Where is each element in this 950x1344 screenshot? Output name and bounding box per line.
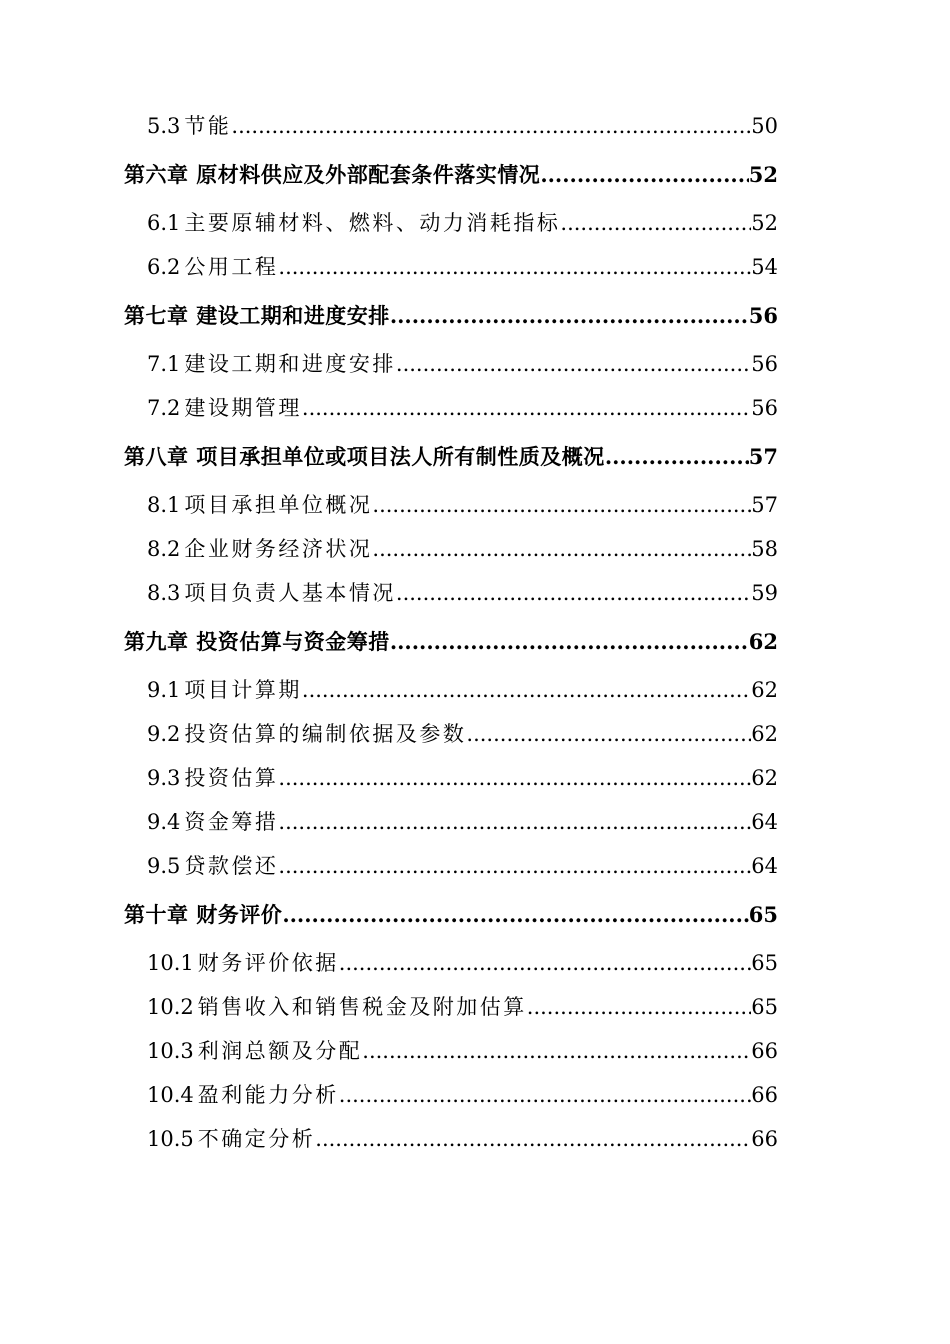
toc-entry-title: 6.2 公用工程 bbox=[147, 255, 279, 279]
toc-entry[interactable] bbox=[124, 756, 778, 800]
toc-dot-leader bbox=[339, 1073, 752, 1117]
toc-entry-title: 9.4 资金筹措 bbox=[147, 810, 279, 834]
toc-entry[interactable] bbox=[124, 527, 778, 571]
toc-entry-title: 10.4 盈利能力分析 bbox=[147, 1083, 339, 1107]
toc-dot-leader bbox=[278, 800, 751, 844]
toc-entry[interactable] bbox=[124, 245, 778, 289]
toc-page-number: 66 bbox=[751, 1039, 778, 1063]
toc-page-number: 56 bbox=[751, 396, 778, 420]
toc-entry-title: 10.1 财务评价依据 bbox=[147, 951, 339, 975]
toc-dot-leader bbox=[560, 201, 751, 245]
toc-entry-title: 8.3 项目负责人基本情况 bbox=[147, 581, 396, 605]
toc-chapter-title: 第七章 建设工期和进度安排 bbox=[124, 303, 390, 328]
toc-page-number: 65 bbox=[751, 995, 778, 1019]
toc-page-number: 62 bbox=[748, 629, 778, 654]
toc-chapter-title: 第九章 投资估算与资金筹措 bbox=[124, 629, 390, 654]
toc-entry[interactable] bbox=[124, 985, 778, 1029]
toc-dot-leader bbox=[396, 571, 751, 615]
toc-page-number: 62 bbox=[751, 766, 778, 790]
toc-entry-title: 5.3 节能 bbox=[147, 114, 232, 138]
toc-entry[interactable] bbox=[124, 483, 778, 527]
toc-chapter-title: 第十章 财务评价 bbox=[124, 902, 283, 927]
toc-dot-leader bbox=[372, 483, 751, 527]
toc-entry-title: 8.1 项目承担单位概况 bbox=[147, 493, 373, 517]
toc-entry[interactable] bbox=[124, 800, 778, 844]
toc-dot-leader bbox=[339, 941, 752, 985]
toc-entry-title: 9.3 投资估算 bbox=[147, 766, 279, 790]
toc-dot-leader bbox=[302, 386, 751, 430]
toc-entry-title: 9.5 贷款偿还 bbox=[147, 854, 279, 878]
toc-page-number: 62 bbox=[751, 678, 778, 702]
toc-page-number: 59 bbox=[751, 581, 778, 605]
toc-entry[interactable] bbox=[124, 571, 778, 615]
toc-entry[interactable] bbox=[124, 1117, 778, 1161]
toc-dot-leader bbox=[362, 1029, 751, 1073]
toc-page-number: 65 bbox=[751, 951, 778, 975]
toc-entry-title: 9.2 投资估算的编制依据及参数 bbox=[147, 722, 467, 746]
toc-entry[interactable] bbox=[124, 712, 778, 756]
toc-entry[interactable] bbox=[124, 104, 778, 148]
toc-page-number: 56 bbox=[748, 303, 778, 328]
toc-entry-title: 9.1 项目计算期 bbox=[147, 678, 302, 702]
toc-dot-leader bbox=[302, 668, 751, 712]
toc-dot-leader bbox=[390, 289, 749, 342]
toc-entry-title: 10.2 销售收入和销售税金及附加估算 bbox=[147, 995, 527, 1019]
toc-entry[interactable] bbox=[124, 342, 778, 386]
toc-chapter-entry[interactable] bbox=[124, 615, 778, 668]
toc-dot-leader bbox=[540, 148, 748, 201]
toc-entry[interactable] bbox=[124, 844, 778, 888]
toc-page-number: 65 bbox=[748, 902, 778, 927]
toc-dot-leader bbox=[396, 342, 751, 386]
toc-entry-title: 7.2 建设期管理 bbox=[147, 396, 302, 420]
toc-dot-leader bbox=[372, 527, 751, 571]
toc-dot-leader bbox=[390, 615, 749, 668]
toc-dot-leader bbox=[466, 712, 751, 756]
toc-page-number: 56 bbox=[751, 352, 778, 376]
toc-page-number: 64 bbox=[751, 810, 778, 834]
toc-entry-title: 7.1 建设工期和进度安排 bbox=[147, 352, 396, 376]
toc-entry[interactable] bbox=[124, 386, 778, 430]
table-of-contents bbox=[124, 104, 778, 1161]
toc-dot-leader bbox=[231, 104, 751, 148]
toc-chapter-entry[interactable] bbox=[124, 430, 778, 483]
toc-chapter-title: 第八章 项目承担单位或项目法人所有制性质及概况 bbox=[124, 444, 605, 469]
toc-entry[interactable] bbox=[124, 941, 778, 985]
toc-chapter-title: 第六章 原材料供应及外部配套条件落实情况 bbox=[124, 162, 541, 187]
toc-dot-leader bbox=[278, 245, 751, 289]
toc-dot-leader bbox=[315, 1117, 751, 1161]
toc-entry[interactable] bbox=[124, 1029, 778, 1073]
toc-dot-leader bbox=[278, 756, 751, 800]
toc-chapter-entry[interactable] bbox=[124, 148, 778, 201]
toc-dot-leader bbox=[605, 430, 749, 483]
toc-dot-leader bbox=[278, 844, 751, 888]
toc-page-number: 52 bbox=[748, 162, 778, 187]
toc-page-number: 66 bbox=[751, 1083, 778, 1107]
toc-entry-title: 8.2 企业财务经济状况 bbox=[147, 537, 373, 561]
toc-entry-title: 10.5 不确定分析 bbox=[147, 1127, 316, 1151]
toc-entry[interactable] bbox=[124, 668, 778, 712]
toc-page-number: 54 bbox=[751, 255, 778, 279]
toc-page-number: 66 bbox=[751, 1127, 778, 1151]
toc-entry-title: 6.1 主要原辅材料、燃料、动力消耗指标 bbox=[147, 211, 561, 235]
toc-page-number: 58 bbox=[751, 537, 778, 561]
toc-page-number: 52 bbox=[751, 211, 778, 235]
toc-chapter-entry[interactable] bbox=[124, 888, 778, 941]
toc-dot-leader bbox=[282, 888, 748, 941]
toc-entry[interactable] bbox=[124, 1073, 778, 1117]
toc-page-number: 50 bbox=[751, 114, 778, 138]
toc-chapter-entry[interactable] bbox=[124, 289, 778, 342]
toc-page-number: 62 bbox=[751, 722, 778, 746]
toc-page-number: 57 bbox=[751, 493, 778, 517]
toc-entry[interactable] bbox=[124, 201, 778, 245]
toc-page-number: 64 bbox=[751, 854, 778, 878]
toc-page-number: 57 bbox=[748, 444, 778, 469]
toc-dot-leader bbox=[527, 985, 752, 1029]
toc-entry-title: 10.3 利润总额及分配 bbox=[147, 1039, 363, 1063]
